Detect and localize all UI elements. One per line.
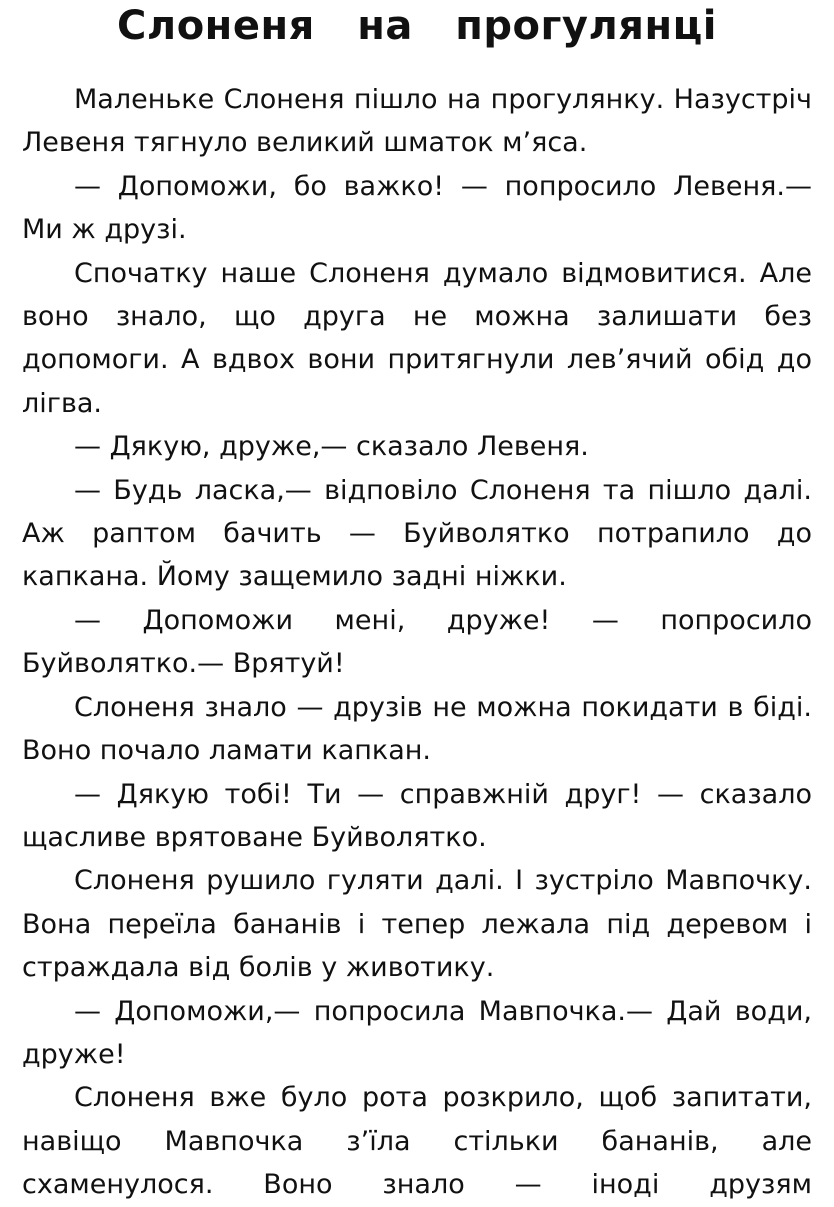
- paragraph-1: Маленьке Слоненя пішло на прогулянку. Назустріч Левеня тягнуло великий шматок м’яса.: [22, 84, 812, 159]
- book-page: [22, 0, 812, 1207]
- paragraph-4: — Дякую, друже,— сказало Левеня.: [74, 431, 589, 463]
- paragraph-6: — Допоможи мені, друже! — попросило Буйволятко.— Врятуй!: [22, 604, 812, 680]
- paragraph-9: Слоненя рушило гуляти далі. І зустріло Мавпочку. Вона переїла бананів і тепер лежала під деревом і страждала від болів у животику.: [22, 865, 812, 984]
- story-text: [22, 78, 812, 1207]
- paragraph-2: — Допоможи, бо важко! — попросило Левеня.— Ми ж друзі.: [22, 170, 812, 246]
- paragraph-8: — Дякую тобі! Ти — справжній друг! — сказало щасливе врятоване Буйволятко.: [22, 778, 812, 853]
- paragraph-7: Слоненя знало — друзів не можна покидати в біді. Воно почало ламати капкан.: [22, 691, 812, 767]
- paragraph-11: Слоненя вже було рота розкрило, щоб запитати, навіщо Мавпочка з’їла стільки бананів, але схаменулося. Воно знало — іноді друзям: [22, 1082, 812, 1201]
- story-title: Слоненя на прогулянці: [117, 3, 717, 49]
- paragraph-3: Спочатку наше Слоненя думало відмовитися. Але воно знало, що друга не можна залишати без допомоги. А вдвох вони притягнули лев’ячий обід до лігва.: [22, 257, 812, 419]
- paragraph-5: — Будь ласка,— відповіло Слоненя та пішло далі. Аж раптом бачить — Буйволятко потрапило до капкана. Йому защемило задні ніжки.: [22, 474, 812, 593]
- paragraph-10: — Допоможи,— попросила Мавпочка.— Дай води, друже!: [22, 995, 812, 1070]
